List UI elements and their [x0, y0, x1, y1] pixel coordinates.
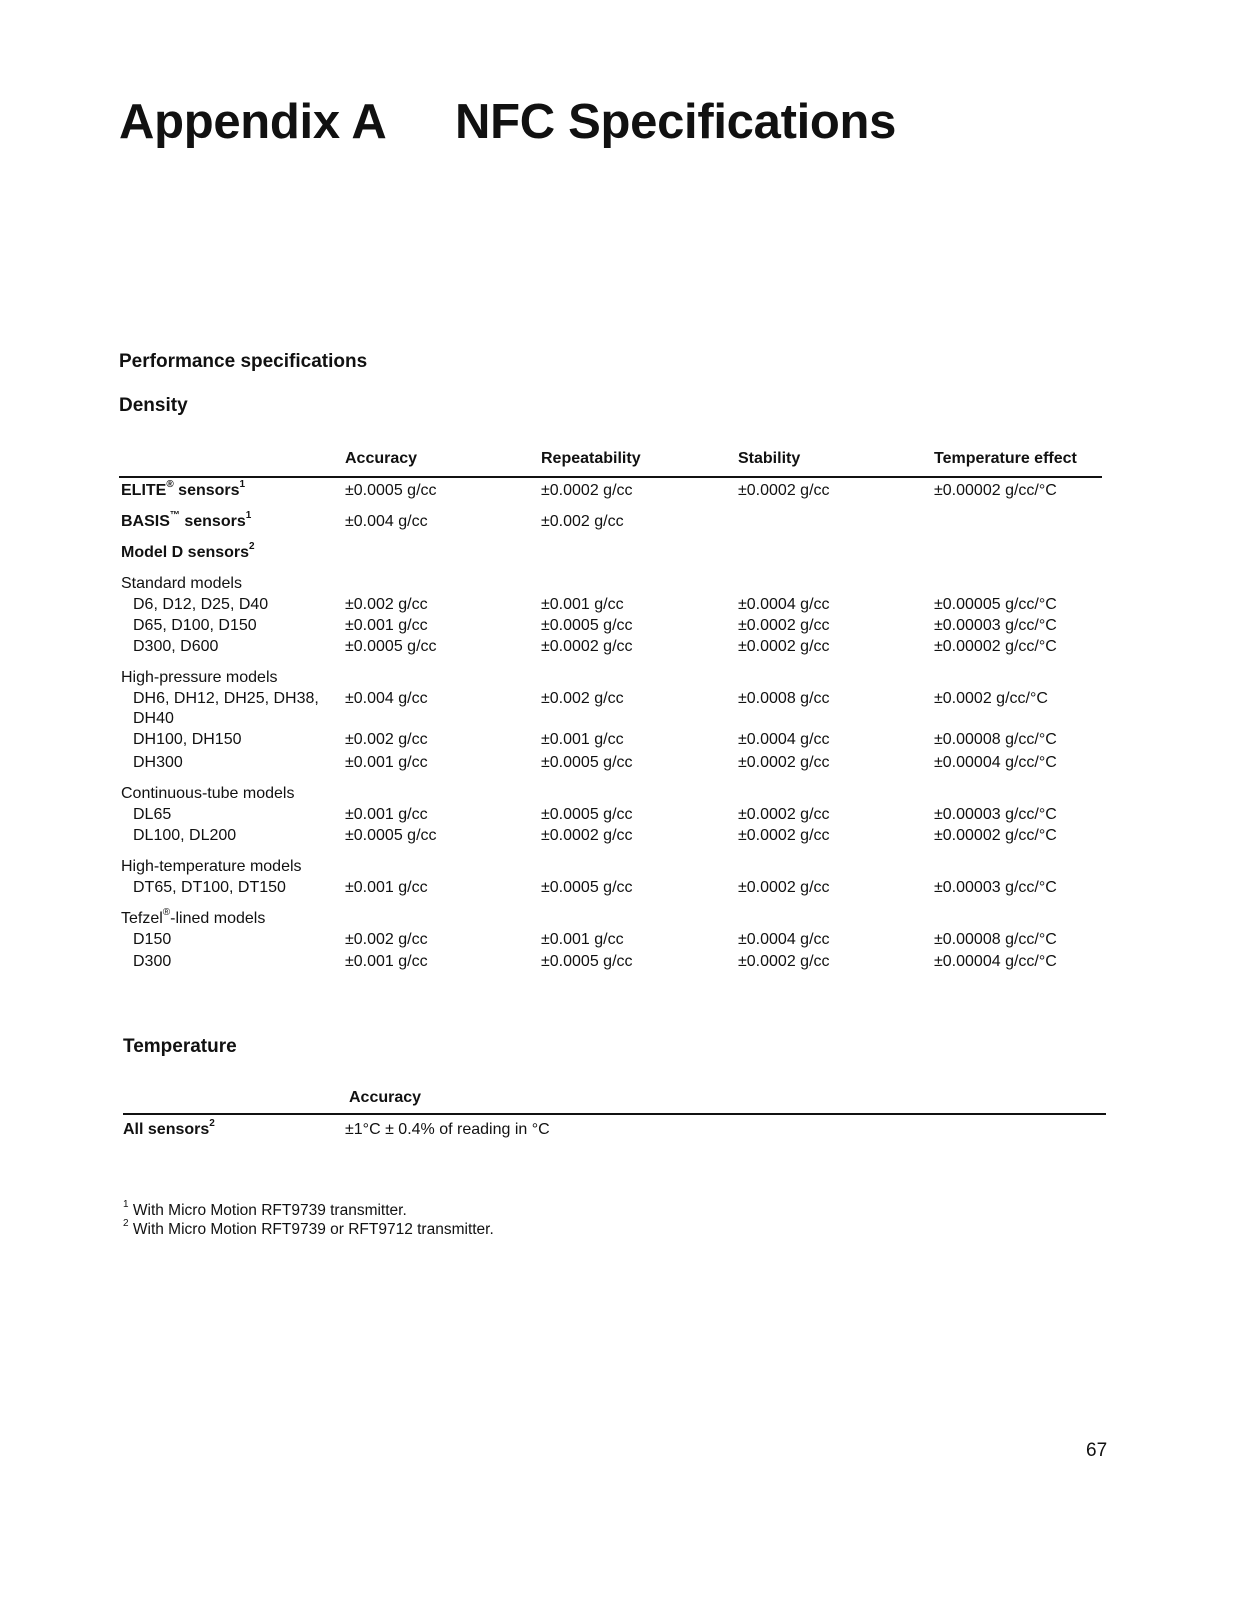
table-cell: ±0.0002 g/cc [738, 617, 830, 634]
table-cell: ±0.0002 g/cc [738, 827, 830, 844]
table-row-label: High-pressure models [121, 669, 278, 686]
footnote-ref: 1 [245, 510, 252, 521]
table-cell: ±0.001 g/cc [541, 596, 624, 613]
column-header-repeatability: Repeatability [541, 450, 641, 467]
table-cell: ±0.0005 g/cc [541, 806, 633, 823]
table-row-label: DH300 [133, 754, 183, 771]
column-header-stability: Stability [738, 450, 801, 467]
density-title: Density [119, 395, 188, 416]
temperature-column-header-accuracy: Accuracy [349, 1089, 422, 1106]
table-cell: ±0.002 g/cc [345, 596, 428, 613]
temperature-row-label: All sensors$^2$ [123, 1118, 215, 1138]
table-row-label: D65, D100, D150 [133, 617, 257, 634]
table-cell: ±0.0005 g/cc [541, 953, 633, 970]
table-header-rule [119, 476, 1102, 478]
table-cell: ±0.0004 g/cc [738, 931, 830, 948]
table-cell: ±0.0002 g/cc [738, 638, 830, 655]
table-cell: ±0.0005 g/cc [541, 617, 633, 634]
table-cell: ±0.001 g/cc [345, 953, 428, 970]
table-cell: ±0.0005 g/cc [541, 754, 633, 771]
temperature-row-value: ±1°C ± 0.4% of reading in °C [345, 1121, 550, 1138]
table-cell: ±0.004 g/cc [345, 690, 428, 707]
footnote-ref: 2 [249, 541, 255, 552]
footnote-ref: 1 [239, 479, 246, 490]
table-row-label: D300, D600 [133, 638, 219, 655]
table-cell: ±0.00004 g/cc/°C [934, 754, 1057, 771]
section-title: Performance specifications [119, 351, 368, 372]
table-cell: ±0.0002 g/cc [541, 482, 633, 499]
table-cell: ±0.002 g/cc [541, 690, 624, 707]
column-header-accuracy: Accuracy [345, 450, 418, 467]
table-cell: ±0.002 g/cc [541, 513, 624, 530]
table-cell: ±0.00004 g/cc/°C [934, 953, 1057, 970]
table-cell: ±0.0002 g/cc [738, 806, 830, 823]
temperature-header-rule [123, 1113, 1106, 1115]
table-cell: ±0.00005 g/cc/°C [934, 596, 1057, 613]
table-cell: ±0.00008 g/cc/°C [934, 931, 1057, 948]
table-row-label: D300 [133, 953, 172, 970]
table-row-label: DT65, DT100, DT150 [133, 879, 286, 896]
table-row-label: Continuous-tube models [121, 785, 295, 802]
table-cell: ±0.0005 g/cc [345, 827, 437, 844]
temperature-title: Temperature [123, 1036, 237, 1057]
table-cell: ±0.0002 g/cc [738, 953, 830, 970]
table-cell: ±0.0002 g/cc/°C [934, 690, 1048, 707]
table-row-label: DH100, DH150 [133, 731, 242, 748]
footnote-2: $^2$ With Micro Motion RFT9739 or RFT9712 transmitter. [123, 1218, 494, 1238]
appendix-label: Appendix A [119, 95, 387, 149]
page-title: NFC Specifications [455, 95, 897, 149]
table-cell: ±0.0004 g/cc [738, 731, 830, 748]
table-cell: ±0.001 g/cc [345, 879, 428, 896]
table-cell: ±0.001 g/cc [345, 754, 428, 771]
table-cell: ±0.00003 g/cc/°C [934, 617, 1057, 634]
table-cell: ±0.001 g/cc [345, 806, 428, 823]
table-cell: ±0.00002 g/cc/°C [934, 482, 1057, 499]
table-row-label: BASIS™ sensors$^1$ [121, 510, 252, 530]
table-cell: ±0.001 g/cc [345, 617, 428, 634]
table-cell: ±0.00002 g/cc/°C [934, 827, 1057, 844]
page-number: 67 [1086, 1440, 1108, 1461]
table-cell: ±0.00008 g/cc/°C [934, 731, 1057, 748]
table-cell: ±0.004 g/cc [345, 513, 428, 530]
table-cell: ±0.0002 g/cc [541, 638, 633, 655]
table-cell: ±0.0005 g/cc [345, 482, 437, 499]
table-cell: ±0.0004 g/cc [738, 596, 830, 613]
table-row-label: DL65 [133, 806, 172, 823]
table-row-label: ELITE® sensors$^1$ [121, 479, 246, 499]
footnote-1: $^1$ With Micro Motion RFT9739 transmitter. [123, 1199, 407, 1219]
table-cell: ±0.0008 g/cc [738, 690, 830, 707]
table-cell: ±0.0002 g/cc [738, 754, 830, 771]
table-cell: ±0.00003 g/cc/°C [934, 879, 1057, 896]
table-row-label: Standard models [121, 575, 242, 592]
table-cell: ±0.001 g/cc [541, 931, 624, 948]
table-cell: ±0.00003 g/cc/°C [934, 806, 1057, 823]
table-row-label: Model D sensors$^2$ [121, 541, 255, 561]
table-cell: ±0.00002 g/cc/°C [934, 638, 1057, 655]
table-cell: ±0.002 g/cc [345, 731, 428, 748]
table-cell: ±0.0005 g/cc [345, 638, 437, 655]
table-cell: ±0.0005 g/cc [541, 879, 633, 896]
table-row-label: DH6, DH12, DH25, DH38, [133, 690, 319, 707]
table-cell: ±0.0002 g/cc [738, 482, 830, 499]
table-cell: ±0.0002 g/cc [738, 879, 830, 896]
table-cell: ±0.0002 g/cc [541, 827, 633, 844]
table-row-label: Tefzel®-lined models [121, 907, 266, 927]
table-cell: ±0.002 g/cc [345, 931, 428, 948]
table-row-label: DH40 [133, 710, 174, 727]
table-cell: ±0.001 g/cc [541, 731, 624, 748]
table-row-label: DL100, DL200 [133, 827, 237, 844]
table-row-label: D150 [133, 931, 172, 948]
footnote-ref: 2 [209, 1118, 215, 1129]
table-row-label: D6, D12, D25, D40 [133, 596, 269, 613]
table-row-label: High-temperature models [121, 858, 302, 875]
column-header-temperature-effect: Temperature effect [934, 450, 1077, 467]
